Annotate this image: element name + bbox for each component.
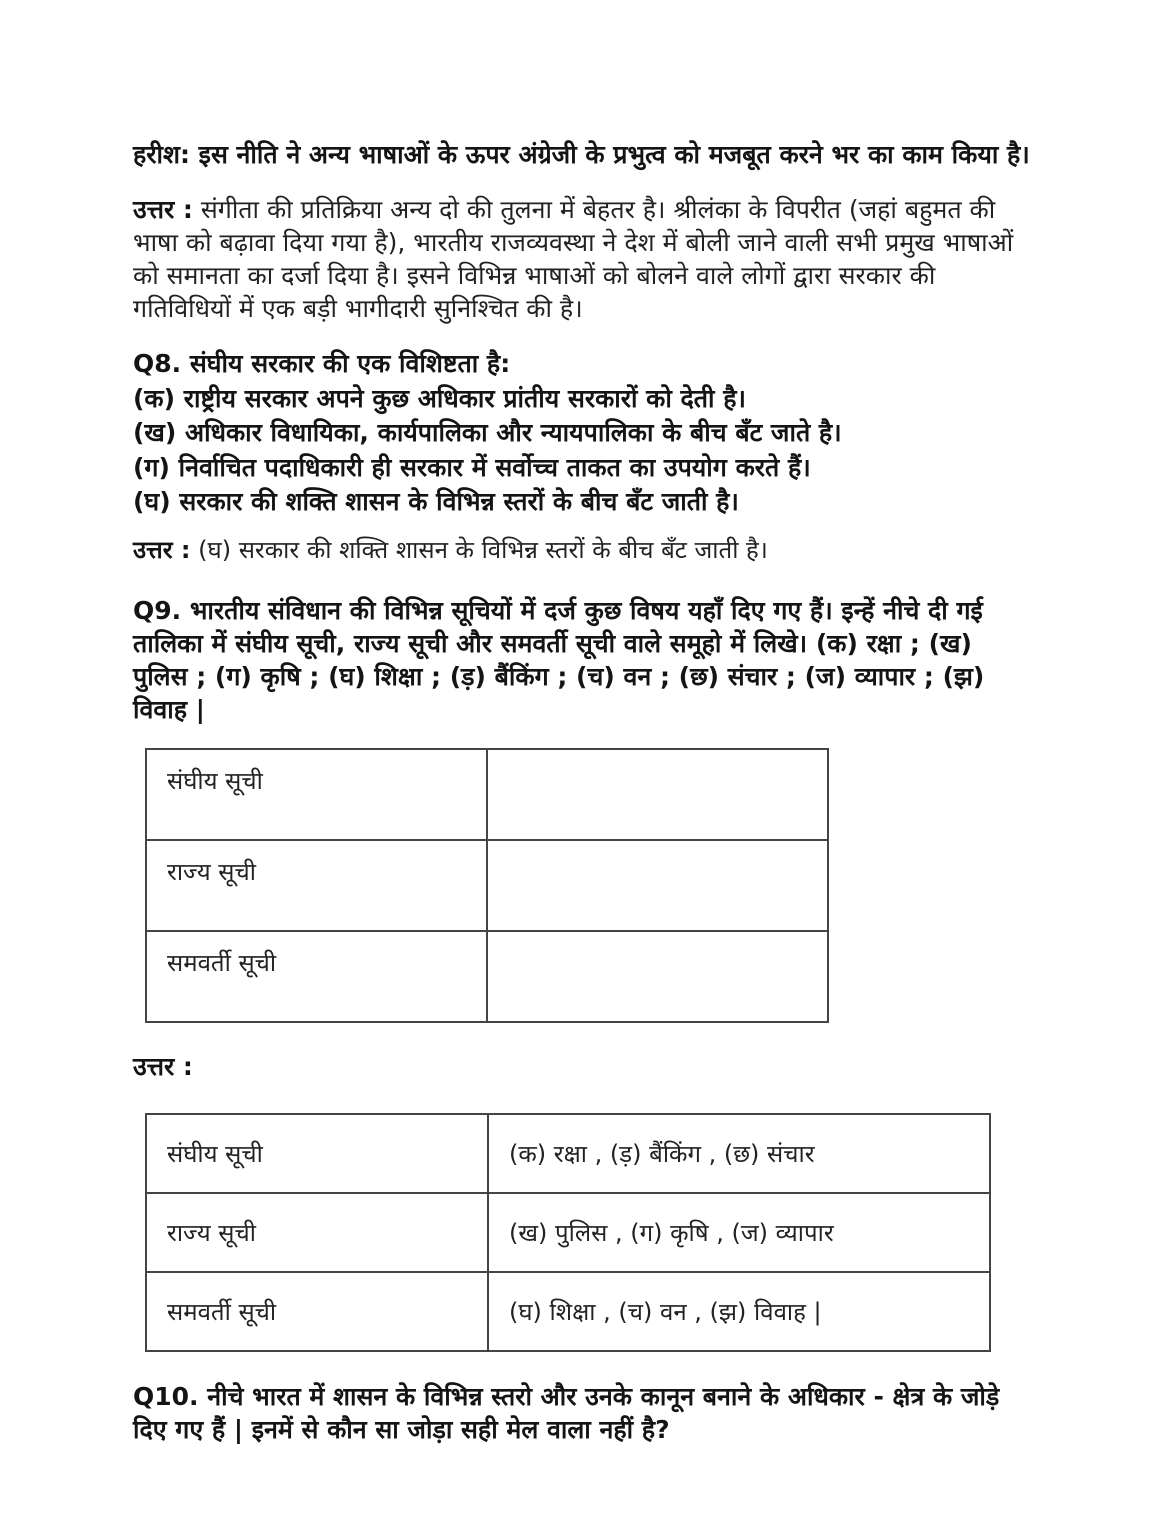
question-8-block	[133, 347, 1031, 520]
row-empty-cell	[487, 749, 828, 840]
question-8-option-ka: (क) राष्ट्रीय सरकार अपने कुछ अधिकार प्रांतीय सरकारों को देती है।	[133, 383, 746, 413]
answer-8-paragraph	[133, 534, 1031, 566]
table-row	[146, 1193, 990, 1272]
row-empty-cell	[487, 840, 828, 931]
table-row	[146, 931, 828, 1022]
row-label-cell: समवर्ती सूची	[146, 931, 487, 1022]
row-label-cell: संघीय सूची	[146, 1114, 488, 1193]
question-8-option-gha: (घ) सरकार की शक्ति शासन के विभिन्न स्तरों के बीच बँट जाती है।	[133, 487, 739, 516]
row-value-cell: (क) रक्षा , (ड़) बैंकिंग , (छ) संचार	[488, 1114, 990, 1193]
table-row	[146, 1114, 990, 1193]
question-8-option-kha: (ख) अधिकार विधायिका, कार्यपालिका और न्यायपालिका के बीच बँट जाते है।	[133, 418, 842, 447]
question-8-option-ga: (ग) निर्वाचित पदाधिकारी ही सरकार में सर्वोच्च ताकत का उपयोग करते हैं।	[133, 452, 811, 482]
row-label-cell: संघीय सूची	[146, 749, 487, 840]
q9-classification-table-empty	[145, 748, 829, 1023]
answer-sangeeta-paragraph	[133, 193, 1031, 325]
answer-8-text: (घ) सरकार की शक्ति शासन के विभिन्न स्तरों के बीच बँट जाती है।	[198, 535, 768, 564]
answer-label: उत्तर :	[133, 535, 191, 564]
row-label-cell: राज्य सूची	[146, 840, 487, 931]
question-9-title: Q9. भारतीय संविधान की विभिन्न सूचियों में दर्ज कुछ विषय यहाँ दिए गए हैं। इन्हें नीचे दी गई तालिका में संघीय सूची, राज्य सूची और समवर्ती सूची वाले समूहो में लिखे। (क) रक्षा ; (ख) पुलिस ; (ग) कृषि ; (घ) शिक्षा ; (ड़) बैंकिंग ; (च) वन ; (छ) संचार ; (ज) व्यापार ; (झ) विवाह |	[133, 595, 985, 724]
table-row	[146, 1272, 990, 1351]
table-row	[146, 749, 828, 840]
row-value-cell: (ख) पुलिस , (ग) कृषि , (ज) व्यापार	[488, 1193, 990, 1272]
row-label-cell: राज्य सूची	[146, 1193, 488, 1272]
row-label-cell: समवर्ती सूची	[146, 1272, 488, 1351]
answer-label: उत्तर :	[133, 195, 193, 224]
answer-text: संगीता की प्रतिक्रिया अन्य दो की तुलना में बेहतर है। श्रीलंका के विपरीत (जहां बहुमत की भाषा को बढ़ावा दिया गया है), भारतीय राजव्यवस्था ने देश में बोली जाने वाली सभी प्रमुख भाषाओं को समानता का दर्जा दिया है। इसने विभिन्न भाषाओं को बोलने वाले लोगों द्वारा सरकार की गतिविधियों में एक बड़ी भागीदारी सुनिश्चित की है।	[133, 195, 1014, 323]
row-value-cell: (घ) शिक्षा , (च) वन , (झ) विवाह |	[488, 1272, 990, 1351]
row-empty-cell	[487, 931, 828, 1022]
q9-answer-table	[145, 1113, 991, 1352]
question-10-title: Q10. नीचे भारत में शासन के विभिन्न स्तरो और उनके कानून बनाने के अधिकार - क्षेत्र के जोड़े दिए गए हैं | इनमें से कौन सा जोड़ा सही मेल वाला नहीं है?	[133, 1381, 1000, 1444]
question-harish-statement: हरीश: इस नीति ने अन्य भाषाओं के ऊपर अंग्रेजी के प्रभुत्व को मजबूत करने भर का काम किया है।	[133, 140, 1030, 169]
answer-9-label: उत्तर :	[133, 1051, 193, 1081]
question-8-title: Q8. संघीय सरकार की एक विशिष्टता है:	[133, 349, 511, 378]
table-row	[146, 840, 828, 931]
